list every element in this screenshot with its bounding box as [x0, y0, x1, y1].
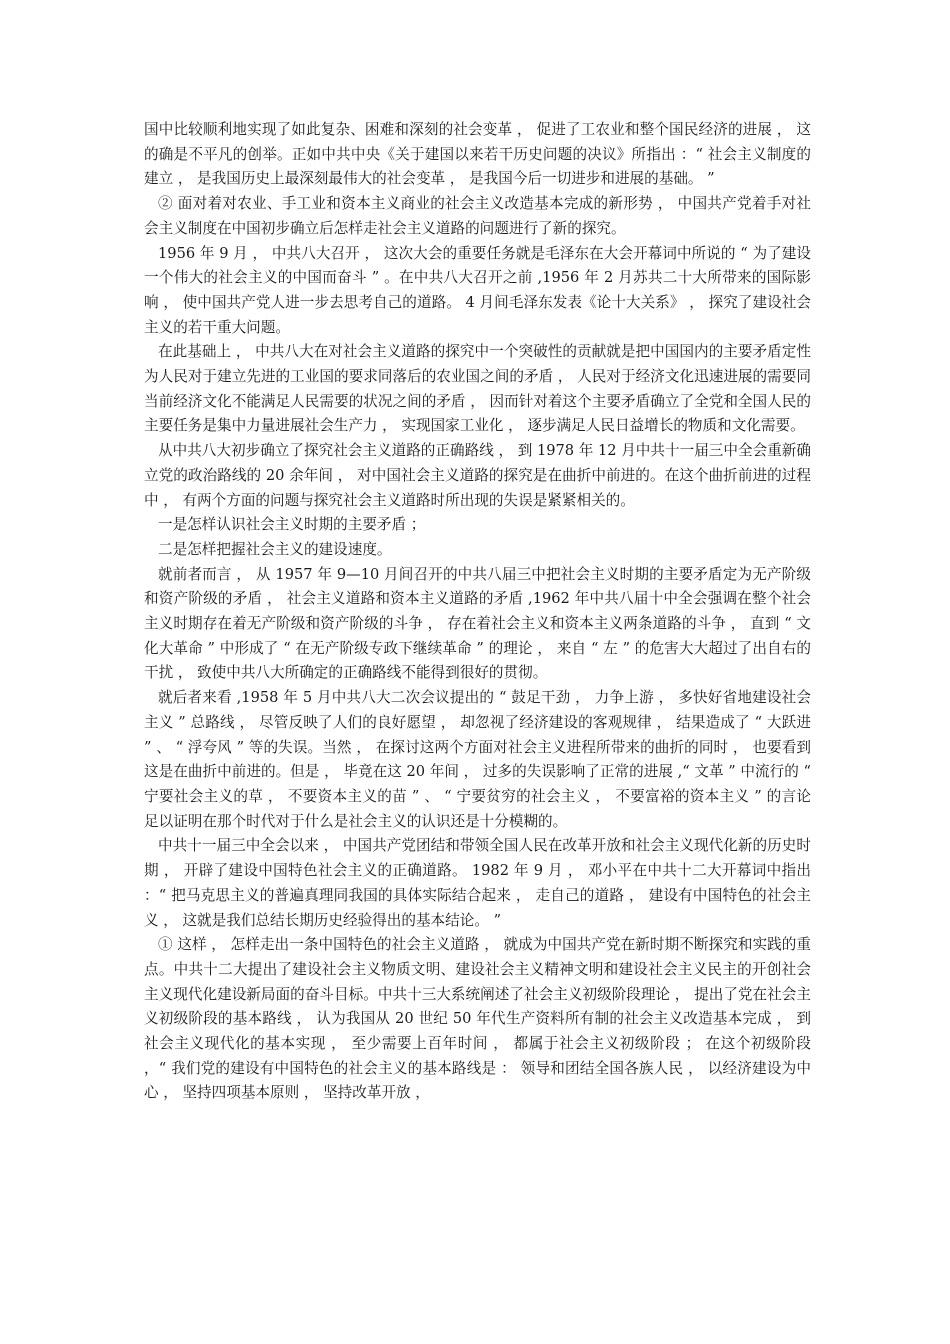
- paragraph-6: 一是怎样认识社会主义时期的主要矛盾 ；: [158, 516, 426, 534]
- paragraph-7: 二是怎样把握社会主义的建设速度。: [158, 540, 392, 558]
- paragraph-5: 从中共八大初步确立了探究社会主义道路的正确路线 ， 到 1978 年 12 月中共十一届三中全会重新确立党的政治路线的 20 余年间 ， 对中国社会主义道路的探究是在曲折中前进的。在这个曲折前进的过程中 ， 有两个方面的问题与探究社会主义道路时所出现的失误是紧紧相关的。: [144, 442, 811, 509]
- paragraph-1: 国中比较顺利地实现了如此复杂、困难和深刻的社会变革 ， 促进了工农业和整个国民经济的进展 ， 这的确是不平凡的创举。正如中共中央《关于建国以来若干历史问题的决议》所指出 ：“ 社会主义制度的建立 ， 是我国历史上最深刻最伟大的社会变革 ， 是我国今后一切进步和进展的基础。 ”: [144, 121, 811, 188]
- paragraph-3: 1956 年 9 月 ， 中共八大召开 ， 这次大会的重要任务就是毛泽东在大会开幕词中所说的 “ 为了建设一个伟大的社会主义的中国而奋斗 ” 。在中共八大召开之前 ,1956 年 2 月苏共二十大所带来的国际影响 ， 使中国共产党人进一步去思考自己的道路。 4 月间毛泽东发表《论十大关系》 ， 探究了建设社会主义的若干重大问题。: [144, 244, 811, 336]
- paragraph-9: 就后者来看 ,1958 年 5 月中共八大二次会议提出的 “ 鼓足干劲 ， 力争上游 ， 多快好省地建设社会主义 ” 总路线 ， 尽管反映了人们的良好愿望 ， 却忽视了经济建设的客观规律 ， 结果造成了 “ 大跃进 ” 、 “ 浮夸风 ” 等的失误。当然 ， 在探讨这两个方面对社会主义进程所带来的曲折的同时 ， 也要看到这是在曲折中前进的。但是 ， 毕竟在这 20 年间 ， 过多的失误影响了正常的进展 ,“ 文革 ” 中流行的 “ 宁要社会主义的草 ， 不要资本主义的苗 ” 、 “ 宁要贫穷的社会主义 ， 不要富裕的资本主义 ” 的言论足以证明在那个时代对于什么是社会主义的认识还是十分模糊的。: [144, 689, 811, 830]
- paragraph-11: ① 这样 ， 怎样走出一条中国特色的社会主义道路 ， 就成为中国共产党在新时期不断探究和实践的重点。中共十二大提出了建设社会主义物质文明、建设社会主义精神文明和建设社会主义民主的开创社会主义现代化建设新局面的奋斗目标。中共十三大系统阐述了社会主义初级阶段理论 ， 提出了党在社会主义初级阶段的基本路线 ， 认为我国从 20 世纪 50 年代生产资料所有制的社会主义改造基本完成 ， 到社会主义现代化的基本实现 ， 至少需要上百年时间 ， 都属于社会主义初级阶段 ； 在这个初级阶段 ，“ 我们党的建设有中国特色的社会主义的基本路线是 ： 领导和团结全国各族人民 ， 以经济建设为中心 ， 坚持四项基本原则 ， 坚持改革开放 ，: [144, 936, 811, 1102]
- paragraph-2: ② 面对着对农业、手工业和资本主义商业的社会主义改造基本完成的新形势 ， 中国共产党着手对社会主义制度在中国初步确立后怎样走社会主义道路的问题进行了新的探究。: [144, 195, 811, 237]
- paragraph-8: 就前者而言 ， 从 1957 年 9—10 月间召开的中共八届三中把社会主义时期的主要矛盾定为无产阶级和资产阶级的矛盾 ， 社会主义道路和资本主义道路的矛盾 ,1962 年中共八届十中全会强调在整个社会主义时期存在着无产阶级和资产阶级的斗争 ， 存在着社会主义和资本主义两条道路的斗争 ， 直到 “ 文化大革命 ” 中形成了 “ 在无产阶级专政下继续革命 ” 的理论 ， 来自 “ 左 ” 的危害大大超过了出自右的干扰 ， 致使中共八大所确定的正确路线不能得到很好的贯彻。: [144, 565, 811, 682]
- paragraph-10: 中共十一届三中全会以来 ， 中国共产党团结和带领全国人民在改革开放和社会主义现代化新的历史时期 ， 开辟了建设中国特色社会主义的正确道路。 1982 年 9 月 ， 邓小平在中共十二大开幕词中指出 ：“ 把马克思主义的普遍真理同我国的具体实际结合起来 ， 走自己的道路 ， 建设有中国特色的社会主义 ， 这就是我们总结长期历史经验得出的基本结论。 ”: [144, 837, 811, 929]
- paragraph-4: 在此基础上 ， 中共八大在对社会主义道路的探究中一个突破性的贡献就是把中国国内的主要矛盾定性为人民对于建立先进的工业国的要求同落后的农业国之间的矛盾 ， 人民对于经济文化迅速进展的需要同当前经济文化不能满足人民需要的状况之间的矛盾 ， 因而针对着这个主要矛盾确立了全党和全国人民的主要任务是集中力量进展社会生产力 ， 实现国家工业化 ， 逐步满足人民日益增长的物质和文化需要。: [144, 343, 811, 435]
- document-page: [144, 118, 811, 1106]
